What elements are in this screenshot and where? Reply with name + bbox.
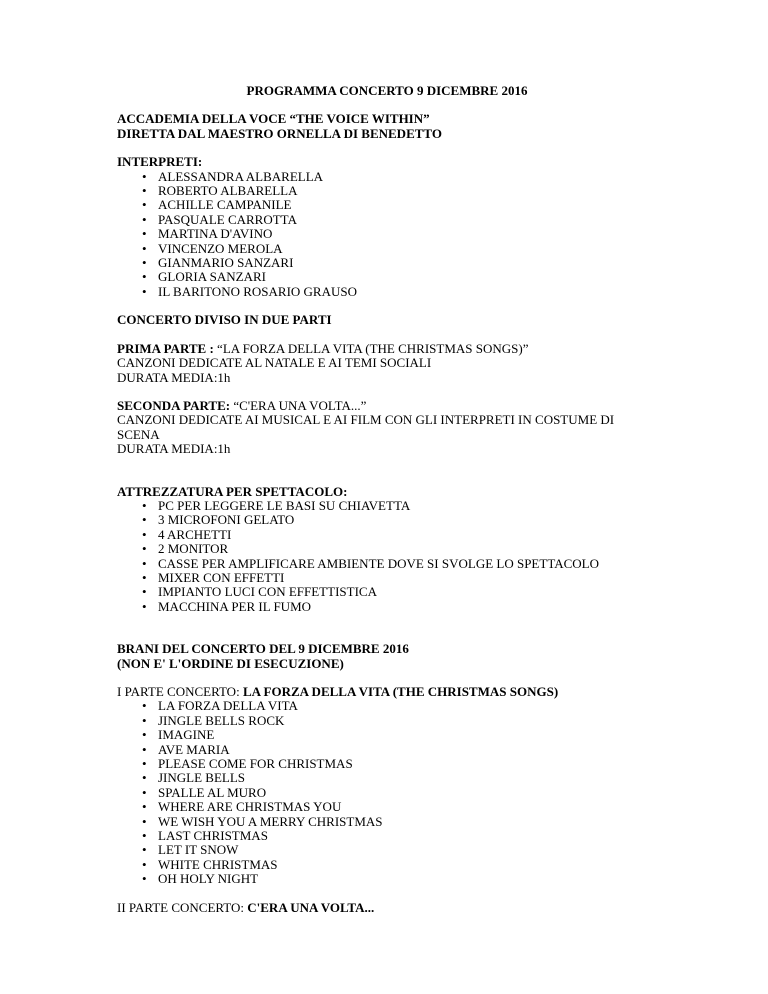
seconda-parte-label: SECONDA PARTE: (117, 397, 231, 413)
list-item: • LAST CHRISTMAS (117, 829, 657, 843)
list-item: • WHITE CHRISTMAS (117, 858, 657, 872)
list-item: • JINGLE BELLS (117, 771, 657, 785)
prima-parte-label: PRIMA PARTE : (117, 340, 214, 356)
list-item: • ACHILLE CAMPANILE (117, 198, 657, 212)
attrezzatura-list (117, 499, 657, 614)
attrezzatura-section (117, 485, 657, 615)
parte2-line (117, 901, 657, 915)
list-item: • ROBERTO ALBARELLA (117, 184, 657, 198)
interpreti-heading: INTERPRETI: (117, 154, 203, 170)
prima-parte-line (117, 342, 657, 356)
prima-parte-section (117, 342, 657, 385)
brani-section (117, 642, 657, 671)
page-title: PROGRAMMA CONCERTO 9 DICEMBRE 2016 (246, 83, 528, 98)
brani-heading: BRANI DEL CONCERTO DEL 9 DICEMBRE 2016 (117, 641, 409, 657)
list-item: • WHERE ARE CHRISTMAS YOU (117, 800, 657, 814)
list-item: • VINCENZO MEROLA (117, 242, 657, 256)
interpreti-list (117, 170, 657, 300)
parte1-list (117, 699, 657, 886)
prima-parte-desc: CANZONI DEDICATE AL NATALE E AI TEMI SOCIALI (117, 355, 432, 371)
concerto-diviso-heading: CONCERTO DIVISO IN DUE PARTI (117, 312, 332, 328)
list-item: • SPALLE AL MURO (117, 786, 657, 800)
prima-parte-title: “LA FORZA DELLA VITA (THE CHRISTMAS SONGS)” (213, 340, 529, 356)
parte2-title: C'ERA UNA VOLTA... (247, 899, 375, 915)
list-item: • AVE MARIA (117, 743, 657, 757)
parte1-section (117, 685, 657, 887)
prima-parte-durata: DURATA MEDIA:1h (117, 369, 231, 385)
academy-name: ACCADEMIA DELLA VOCE “THE VOICE WITHIN” (117, 111, 430, 127)
list-item: • PLEASE COME FOR CHRISTMAS (117, 757, 657, 771)
list-item: • OH HOLY NIGHT (117, 872, 657, 886)
seconda-parte-line (117, 399, 657, 413)
academy-section (117, 112, 657, 141)
list-item: • CASSE PER AMPLIFICARE AMBIENTE DOVE SI SVOLGE LO SPETTACOLO (117, 557, 657, 571)
parte1-line (117, 685, 657, 699)
list-item: • GIANMARIO SANZARI (117, 256, 657, 270)
list-item: • IMPIANTO LUCI CON EFFETTISTICA (117, 585, 657, 599)
seconda-parte-desc: CANZONI DEDICATE AI MUSICAL E AI FILM CON GLI INTERPRETI IN COSTUME DI SCENA (117, 412, 615, 442)
list-item: • 3 MICROFONI GELATO (117, 513, 657, 527)
list-item: • IL BARITONO ROSARIO GRAUSO (117, 285, 657, 299)
list-item: • JINGLE BELLS ROCK (117, 714, 657, 728)
list-item: • 4 ARCHETTI (117, 528, 657, 542)
list-item: • LA FORZA DELLA VITA (117, 699, 657, 713)
list-item: • GLORIA SANZARI (117, 270, 657, 284)
seconda-parte-section (117, 399, 657, 457)
parte1-prefix: I PARTE CONCERTO: (117, 684, 243, 699)
list-item: • ALESSANDRA ALBARELLA (117, 170, 657, 184)
list-item: • 2 MONITOR (117, 542, 657, 556)
list-item: • MIXER CON EFFETTI (117, 571, 657, 585)
parte2-prefix: II PARTE CONCERTO: (117, 899, 248, 915)
academy-director: DIRETTA DAL MAESTRO ORNELLA DI BENEDETTO (117, 125, 442, 141)
list-item: • PC PER LEGGERE LE BASI SU CHIAVETTA (117, 499, 657, 513)
attrezzatura-heading: ATTREZZATURA PER SPETTACOLO: (117, 483, 348, 499)
brani-subheading: (NON E' L'ORDINE DI ESECUZIONE) (117, 655, 344, 671)
document-content (117, 84, 657, 915)
list-item: • MARTINA D'AVINO (117, 227, 657, 241)
parte1-title: LA FORZA DELLA VITA (THE CHRISTMAS SONGS) (242, 684, 559, 699)
seconda-parte-title: “C'ERA UNA VOLTA...” (230, 397, 367, 413)
interpreti-section (117, 155, 657, 299)
list-item: • IMAGINE (117, 728, 657, 742)
list-item: • WE WISH YOU A MERRY CHRISTMAS (117, 815, 657, 829)
list-item: • MACCHINA PER IL FUMO (117, 600, 657, 614)
seconda-parte-durata: DURATA MEDIA:1h (117, 441, 231, 457)
list-item: • LET IT SNOW (117, 843, 657, 857)
list-item: • PASQUALE CARROTTA (117, 213, 657, 227)
